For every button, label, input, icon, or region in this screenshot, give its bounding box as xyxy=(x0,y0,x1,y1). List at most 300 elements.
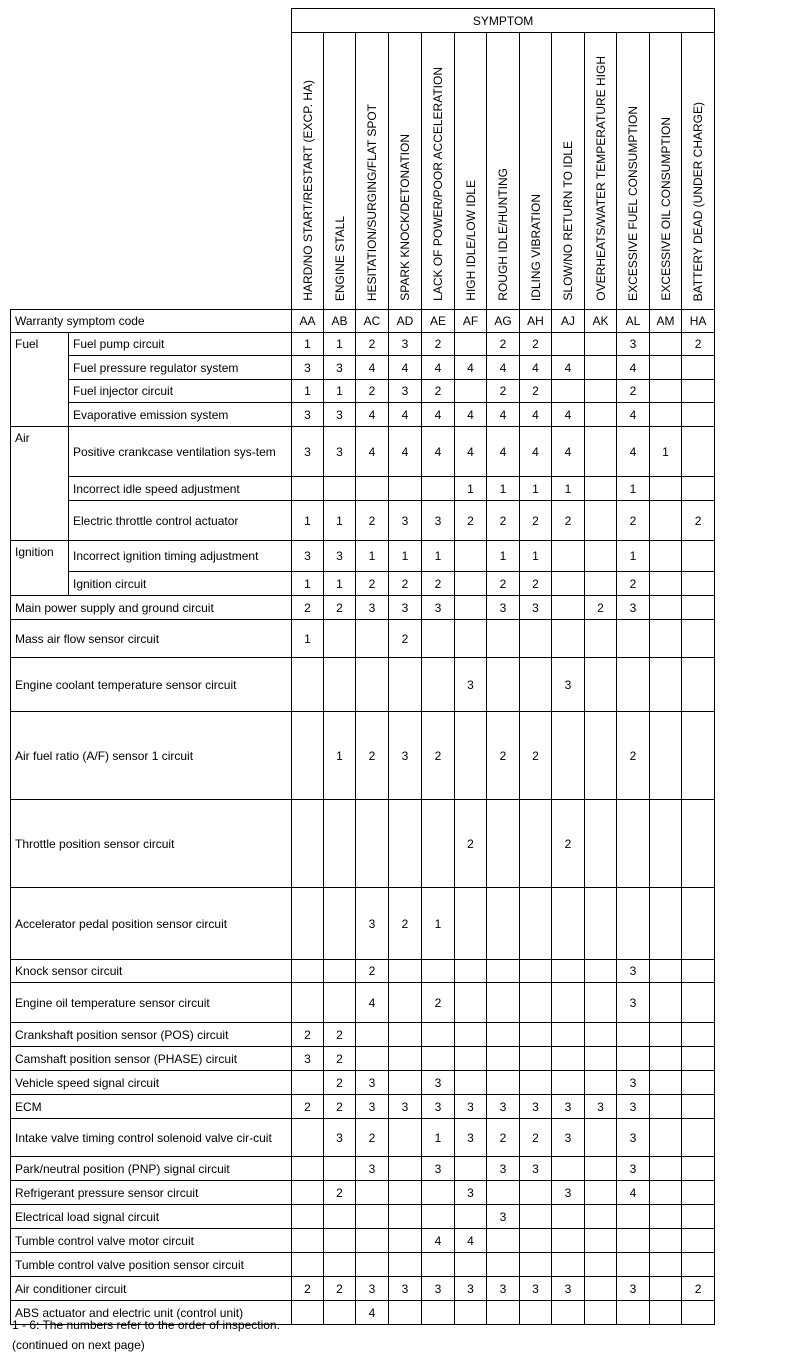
item-label: Fuel pump circuit xyxy=(69,333,292,356)
inspection-order-cell: 1 xyxy=(520,477,552,501)
inspection-order-cell xyxy=(650,960,682,983)
corner-cell xyxy=(11,9,292,310)
inspection-order-cell xyxy=(356,1047,389,1071)
inspection-order-cell xyxy=(650,620,682,658)
inspection-order-cell: 3 xyxy=(552,1119,585,1157)
inspection-order-cell: 1 xyxy=(422,1119,455,1157)
inspection-order-cell: 1 xyxy=(292,333,324,356)
inspection-order-cell xyxy=(292,1157,324,1181)
item-label: Fuel injector circuit xyxy=(69,380,292,403)
inspection-order-cell: 3 xyxy=(617,1119,650,1157)
inspection-order-cell xyxy=(682,1229,715,1253)
inspection-order-cell: 4 xyxy=(389,427,422,477)
inspection-order-cell xyxy=(422,658,455,712)
inspection-order-cell xyxy=(585,712,617,800)
item-label: Knock sensor circuit xyxy=(11,960,292,983)
symptom-name: EXCESSIVE FUEL CONSUMPTION xyxy=(617,33,650,310)
inspection-order-cell xyxy=(585,1157,617,1181)
inspection-order-cell xyxy=(617,658,650,712)
inspection-order-cell xyxy=(422,960,455,983)
inspection-order-cell xyxy=(682,888,715,960)
inspection-order-cell: 2 xyxy=(356,572,389,596)
inspection-order-cell: 2 xyxy=(389,888,422,960)
inspection-order-cell: 4 xyxy=(617,356,650,380)
inspection-order-cell: 2 xyxy=(552,800,585,888)
symptom-name: OVERHEATS/WATER TEMPERATURE HIGH xyxy=(585,33,617,310)
inspection-order-cell xyxy=(324,1253,356,1277)
inspection-order-cell xyxy=(487,658,520,712)
inspection-order-cell xyxy=(650,658,682,712)
inspection-order-cell xyxy=(585,1277,617,1301)
inspection-order-cell: 3 xyxy=(422,1277,455,1301)
inspection-order-cell xyxy=(650,596,682,620)
inspection-order-cell xyxy=(324,960,356,983)
inspection-order-cell xyxy=(650,888,682,960)
inspection-order-cell: 3 xyxy=(455,1277,487,1301)
inspection-order-cell: 3 xyxy=(422,596,455,620)
inspection-order-cell xyxy=(682,356,715,380)
symptom-name: IDLING VIBRATION xyxy=(520,33,552,310)
inspection-order-cell xyxy=(617,1301,650,1325)
inspection-order-cell: 1 xyxy=(324,333,356,356)
symptom-name: HIGH IDLE/LOW IDLE xyxy=(455,33,487,310)
inspection-order-cell xyxy=(585,658,617,712)
inspection-order-cell: 3 xyxy=(389,712,422,800)
inspection-order-cell xyxy=(520,1301,552,1325)
inspection-order-cell xyxy=(585,1253,617,1277)
inspection-order-cell xyxy=(292,477,324,501)
inspection-order-cell xyxy=(585,960,617,983)
inspection-order-cell: 2 xyxy=(324,1047,356,1071)
symptom-name: HARD/NO START/RESTART (EXCP. HA) xyxy=(292,33,324,310)
inspection-order-cell: 2 xyxy=(487,572,520,596)
inspection-order-cell: 2 xyxy=(487,712,520,800)
item-label: Air fuel ratio (A/F) sensor 1 circuit xyxy=(11,712,292,800)
table-row xyxy=(11,712,715,800)
inspection-order-cell: 1 xyxy=(552,477,585,501)
inspection-order-cell: 3 xyxy=(455,1181,487,1205)
inspection-order-cell xyxy=(356,658,389,712)
inspection-order-cell: 2 xyxy=(520,333,552,356)
inspection-order-cell xyxy=(650,800,682,888)
inspection-order-cell: 2 xyxy=(520,572,552,596)
inspection-order-cell: 2 xyxy=(422,380,455,403)
table-row xyxy=(11,427,715,477)
inspection-order-cell xyxy=(292,1301,324,1325)
inspection-order-cell: 3 xyxy=(520,1157,552,1181)
inspection-order-cell: 3 xyxy=(389,1095,422,1119)
inspection-order-cell xyxy=(682,1119,715,1157)
inspection-order-cell: 1 xyxy=(487,477,520,501)
item-label: Evaporative emission system xyxy=(69,403,292,427)
inspection-order-cell xyxy=(389,1047,422,1071)
inspection-order-cell: 3 xyxy=(455,1119,487,1157)
item-label: Throttle position sensor circuit xyxy=(11,800,292,888)
inspection-order-cell xyxy=(487,888,520,960)
inspection-order-cell: 4 xyxy=(455,403,487,427)
inspection-order-cell: 4 xyxy=(455,427,487,477)
inspection-order-cell xyxy=(552,1253,585,1277)
table-row xyxy=(11,1157,715,1181)
inspection-order-cell xyxy=(389,960,422,983)
inspection-order-cell xyxy=(389,1253,422,1277)
inspection-order-cell: 3 xyxy=(324,427,356,477)
inspection-order-cell xyxy=(650,541,682,572)
inspection-order-cell: 2 xyxy=(520,501,552,541)
symptom-code: AH xyxy=(520,310,552,333)
inspection-order-cell: 3 xyxy=(422,501,455,541)
inspection-order-cell xyxy=(356,1253,389,1277)
inspection-order-cell: 2 xyxy=(292,596,324,620)
inspection-order-cell: 4 xyxy=(356,403,389,427)
inspection-order-cell: 1 xyxy=(324,712,356,800)
inspection-order-cell: 4 xyxy=(356,983,389,1023)
inspection-order-cell: 4 xyxy=(617,403,650,427)
inspection-order-cell xyxy=(682,541,715,572)
inspection-order-cell: 4 xyxy=(389,356,422,380)
symptom-code: AM xyxy=(650,310,682,333)
inspection-order-cell xyxy=(520,1023,552,1047)
inspection-order-cell xyxy=(585,356,617,380)
inspection-order-cell: 2 xyxy=(617,572,650,596)
inspection-order-cell: 3 xyxy=(552,658,585,712)
inspection-order-cell xyxy=(585,1229,617,1253)
item-label: Tumble control valve motor circuit xyxy=(11,1229,292,1253)
inspection-order-cell xyxy=(552,1023,585,1047)
inspection-order-cell xyxy=(682,800,715,888)
item-label: Fuel pressure regulator system xyxy=(69,356,292,380)
inspection-order-cell xyxy=(682,712,715,800)
inspection-order-cell xyxy=(324,983,356,1023)
inspection-order-cell xyxy=(422,1301,455,1325)
inspection-order-cell xyxy=(552,1157,585,1181)
inspection-order-cell xyxy=(650,1071,682,1095)
item-label: ABS actuator and electric unit (control unit) xyxy=(11,1301,292,1325)
inspection-order-cell: 4 xyxy=(356,427,389,477)
item-label: Refrigerant pressure sensor circuit xyxy=(11,1181,292,1205)
inspection-order-cell: 2 xyxy=(487,1119,520,1157)
inspection-order-cell xyxy=(682,1157,715,1181)
item-label: Incorrect idle speed adjustment xyxy=(69,477,292,501)
item-label: Vehicle speed signal circuit xyxy=(11,1071,292,1095)
inspection-order-cell: 3 xyxy=(617,960,650,983)
inspection-order-cell: 1 xyxy=(617,541,650,572)
inspection-order-cell xyxy=(520,1253,552,1277)
inspection-order-cell xyxy=(682,1181,715,1205)
table-row xyxy=(11,403,715,427)
inspection-order-cell xyxy=(292,712,324,800)
inspection-order-cell: 4 xyxy=(617,1181,650,1205)
inspection-order-cell: 4 xyxy=(520,427,552,477)
table-row xyxy=(11,1229,715,1253)
inspection-order-cell: 4 xyxy=(552,427,585,477)
inspection-order-cell xyxy=(585,477,617,501)
inspection-order-cell xyxy=(455,333,487,356)
inspection-order-cell xyxy=(682,403,715,427)
inspection-order-cell: 4 xyxy=(422,403,455,427)
inspection-order-cell xyxy=(455,1071,487,1095)
inspection-order-cell xyxy=(487,1253,520,1277)
inspection-order-cell xyxy=(585,1023,617,1047)
inspection-order-cell: 2 xyxy=(324,1071,356,1095)
inspection-order-cell: 1 xyxy=(422,541,455,572)
inspection-order-cell xyxy=(552,983,585,1023)
inspection-order-cell xyxy=(292,1119,324,1157)
inspection-order-cell xyxy=(520,888,552,960)
inspection-order-cell xyxy=(487,983,520,1023)
inspection-order-cell: 1 xyxy=(487,541,520,572)
inspection-order-cell xyxy=(552,1229,585,1253)
inspection-order-cell xyxy=(455,1253,487,1277)
inspection-order-cell xyxy=(292,983,324,1023)
table-row xyxy=(11,1071,715,1095)
inspection-order-cell: 3 xyxy=(617,596,650,620)
inspection-order-cell: 2 xyxy=(455,501,487,541)
inspection-order-cell xyxy=(356,620,389,658)
inspection-order-cell xyxy=(389,1229,422,1253)
inspection-order-cell: 4 xyxy=(552,356,585,380)
inspection-order-cell xyxy=(650,1277,682,1301)
inspection-order-cell xyxy=(650,403,682,427)
inspection-order-cell: 2 xyxy=(422,572,455,596)
inspection-order-cell xyxy=(682,1205,715,1229)
inspection-order-cell: 2 xyxy=(356,333,389,356)
inspection-order-cell xyxy=(520,1071,552,1095)
inspection-order-cell: 4 xyxy=(487,403,520,427)
inspection-order-cell: 4 xyxy=(455,1229,487,1253)
inspection-order-cell xyxy=(292,960,324,983)
inspection-order-cell xyxy=(650,1253,682,1277)
inspection-order-cell: 2 xyxy=(324,1095,356,1119)
inspection-order-cell xyxy=(585,1301,617,1325)
inspection-order-cell: 3 xyxy=(356,596,389,620)
inspection-order-cell: 2 xyxy=(455,800,487,888)
table-row xyxy=(11,1205,715,1229)
inspection-order-cell xyxy=(682,620,715,658)
warranty-label: Warranty symptom code xyxy=(11,310,292,333)
inspection-order-cell xyxy=(552,572,585,596)
inspection-order-cell xyxy=(487,1047,520,1071)
inspection-order-cell xyxy=(520,1047,552,1071)
inspection-order-cell: 3 xyxy=(552,1277,585,1301)
inspection-order-cell xyxy=(487,1181,520,1205)
inspection-order-cell: 3 xyxy=(324,403,356,427)
inspection-order-cell xyxy=(422,1181,455,1205)
inspection-order-cell xyxy=(552,333,585,356)
inspection-order-cell: 2 xyxy=(682,333,715,356)
inspection-order-cell: 3 xyxy=(356,1095,389,1119)
inspection-order-cell: 3 xyxy=(422,1095,455,1119)
inspection-order-cell xyxy=(455,960,487,983)
item-label: Ignition circuit xyxy=(69,572,292,596)
inspection-order-cell xyxy=(682,1023,715,1047)
inspection-order-cell xyxy=(650,1095,682,1119)
symptom-name: ROUGH IDLE/HUNTING xyxy=(487,33,520,310)
inspection-order-cell xyxy=(455,888,487,960)
inspection-order-cell xyxy=(552,1205,585,1229)
inspection-order-cell: 3 xyxy=(487,1157,520,1181)
inspection-order-cell: 2 xyxy=(422,333,455,356)
inspection-order-cell xyxy=(552,541,585,572)
inspection-order-cell xyxy=(552,380,585,403)
inspection-order-cell xyxy=(389,1157,422,1181)
inspection-order-cell xyxy=(292,658,324,712)
table-row xyxy=(11,620,715,658)
inspection-order-cell xyxy=(292,888,324,960)
table-row xyxy=(11,960,715,983)
inspection-order-cell xyxy=(650,1157,682,1181)
symptom-code: AK xyxy=(585,310,617,333)
table-row xyxy=(11,356,715,380)
inspection-order-cell xyxy=(585,888,617,960)
inspection-order-cell: 3 xyxy=(356,888,389,960)
inspection-order-cell xyxy=(585,800,617,888)
inspection-order-cell xyxy=(389,658,422,712)
symptom-name: BATTERY DEAD (UNDER CHARGE) xyxy=(682,33,715,310)
inspection-order-cell xyxy=(650,1023,682,1047)
inspection-order-cell: 4 xyxy=(389,403,422,427)
item-label: Mass air flow sensor circuit xyxy=(11,620,292,658)
table-row xyxy=(11,1181,715,1205)
inspection-order-cell xyxy=(650,1229,682,1253)
inspection-order-cell xyxy=(650,333,682,356)
inspection-order-cell xyxy=(455,541,487,572)
inspection-order-cell xyxy=(422,1023,455,1047)
inspection-order-cell: 4 xyxy=(422,356,455,380)
inspection-order-cell: 2 xyxy=(487,380,520,403)
symptom-header: SYMPTOM xyxy=(292,9,715,33)
inspection-order-cell xyxy=(356,1023,389,1047)
inspection-order-cell xyxy=(356,1205,389,1229)
inspection-order-cell: 1 xyxy=(389,541,422,572)
inspection-order-cell xyxy=(324,1157,356,1181)
symptom-name: ENGINE STALL xyxy=(324,33,356,310)
table-row xyxy=(11,800,715,888)
inspection-order-cell xyxy=(292,1205,324,1229)
item-label: Accelerator pedal position sensor circuit xyxy=(11,888,292,960)
inspection-order-cell xyxy=(682,1047,715,1071)
inspection-order-cell xyxy=(487,960,520,983)
table-row xyxy=(11,477,715,501)
inspection-order-cell xyxy=(682,380,715,403)
group-label: Ignition xyxy=(11,541,69,596)
inspection-order-cell xyxy=(389,1023,422,1047)
inspection-order-cell xyxy=(682,572,715,596)
inspection-order-cell xyxy=(487,1301,520,1325)
inspection-order-cell: 2 xyxy=(356,1119,389,1157)
inspection-order-cell xyxy=(389,1301,422,1325)
inspection-order-cell: 4 xyxy=(356,1301,389,1325)
inspection-order-cell: 3 xyxy=(520,1095,552,1119)
inspection-order-cell: 1 xyxy=(520,541,552,572)
inspection-order-cell xyxy=(356,800,389,888)
item-label: Crankshaft position sensor (POS) circuit xyxy=(11,1023,292,1047)
inspection-order-cell: 2 xyxy=(356,960,389,983)
inspection-order-cell: 4 xyxy=(356,356,389,380)
inspection-order-cell: 3 xyxy=(389,501,422,541)
inspection-order-cell xyxy=(292,1071,324,1095)
inspection-order-cell: 3 xyxy=(389,333,422,356)
inspection-order-cell xyxy=(585,1071,617,1095)
inspection-order-cell: 3 xyxy=(356,1071,389,1095)
inspection-order-cell: 2 xyxy=(389,572,422,596)
inspection-order-cell xyxy=(487,1071,520,1095)
inspection-order-cell xyxy=(455,1157,487,1181)
inspection-order-cell xyxy=(422,800,455,888)
inspection-order-cell xyxy=(650,1181,682,1205)
inspection-order-cell xyxy=(650,1047,682,1071)
table-row xyxy=(11,501,715,541)
inspection-order-cell: 2 xyxy=(617,380,650,403)
inspection-order-cell: 2 xyxy=(682,501,715,541)
inspection-order-cell xyxy=(682,658,715,712)
item-label: Air conditioner circuit xyxy=(11,1277,292,1301)
inspection-order-cell xyxy=(650,572,682,596)
inspection-order-cell xyxy=(552,596,585,620)
inspection-order-cell xyxy=(520,960,552,983)
inspection-order-cell xyxy=(389,1071,422,1095)
inspection-order-cell xyxy=(585,501,617,541)
inspection-order-cell: 4 xyxy=(617,427,650,477)
inspection-order-cell: 3 xyxy=(552,1181,585,1205)
inspection-order-cell: 1 xyxy=(292,380,324,403)
inspection-order-cell: 1 xyxy=(324,572,356,596)
inspection-order-cell xyxy=(520,1205,552,1229)
inspection-order-cell xyxy=(487,620,520,658)
item-label: Electric throttle control actuator xyxy=(69,501,292,541)
inspection-order-cell xyxy=(455,712,487,800)
item-label: Positive crankcase ventilation sys-tem xyxy=(69,427,292,477)
inspection-order-cell xyxy=(682,1095,715,1119)
inspection-order-cell: 2 xyxy=(552,501,585,541)
inspection-order-cell xyxy=(552,712,585,800)
inspection-order-cell: 3 xyxy=(356,1157,389,1181)
inspection-order-cell xyxy=(650,1301,682,1325)
inspection-order-cell: 3 xyxy=(520,1277,552,1301)
inspection-order-cell: 3 xyxy=(324,356,356,380)
table-row xyxy=(11,333,715,356)
inspection-order-cell: 3 xyxy=(356,1277,389,1301)
inspection-order-cell: 3 xyxy=(487,596,520,620)
inspection-order-cell xyxy=(682,477,715,501)
inspection-order-cell xyxy=(650,983,682,1023)
inspection-order-cell xyxy=(585,333,617,356)
inspection-order-cell xyxy=(585,541,617,572)
symptom-code: AG xyxy=(487,310,520,333)
inspection-order-cell: 3 xyxy=(292,356,324,380)
inspection-order-cell xyxy=(585,380,617,403)
inspection-order-cell: 2 xyxy=(324,1023,356,1047)
item-label: Main power supply and ground circuit xyxy=(11,596,292,620)
symptom-name: SPARK KNOCK/DETONATION xyxy=(389,33,422,310)
inspection-order-cell xyxy=(520,800,552,888)
inspection-order-cell: 3 xyxy=(389,1277,422,1301)
inspection-order-cell: 1 xyxy=(292,620,324,658)
symptom-code: HA xyxy=(682,310,715,333)
inspection-order-cell: 1 xyxy=(292,501,324,541)
inspection-order-cell: 3 xyxy=(552,1095,585,1119)
symptom-code: AA xyxy=(292,310,324,333)
item-label: ECM xyxy=(11,1095,292,1119)
inspection-order-cell xyxy=(682,427,715,477)
inspection-order-cell xyxy=(389,1205,422,1229)
inspection-order-cell: 3 xyxy=(455,1095,487,1119)
inspection-order-cell xyxy=(324,1229,356,1253)
inspection-order-cell: 3 xyxy=(617,1071,650,1095)
inspection-order-cell xyxy=(324,620,356,658)
inspection-order-cell xyxy=(682,960,715,983)
item-label: Camshaft position sensor (PHASE) circuit xyxy=(11,1047,292,1071)
